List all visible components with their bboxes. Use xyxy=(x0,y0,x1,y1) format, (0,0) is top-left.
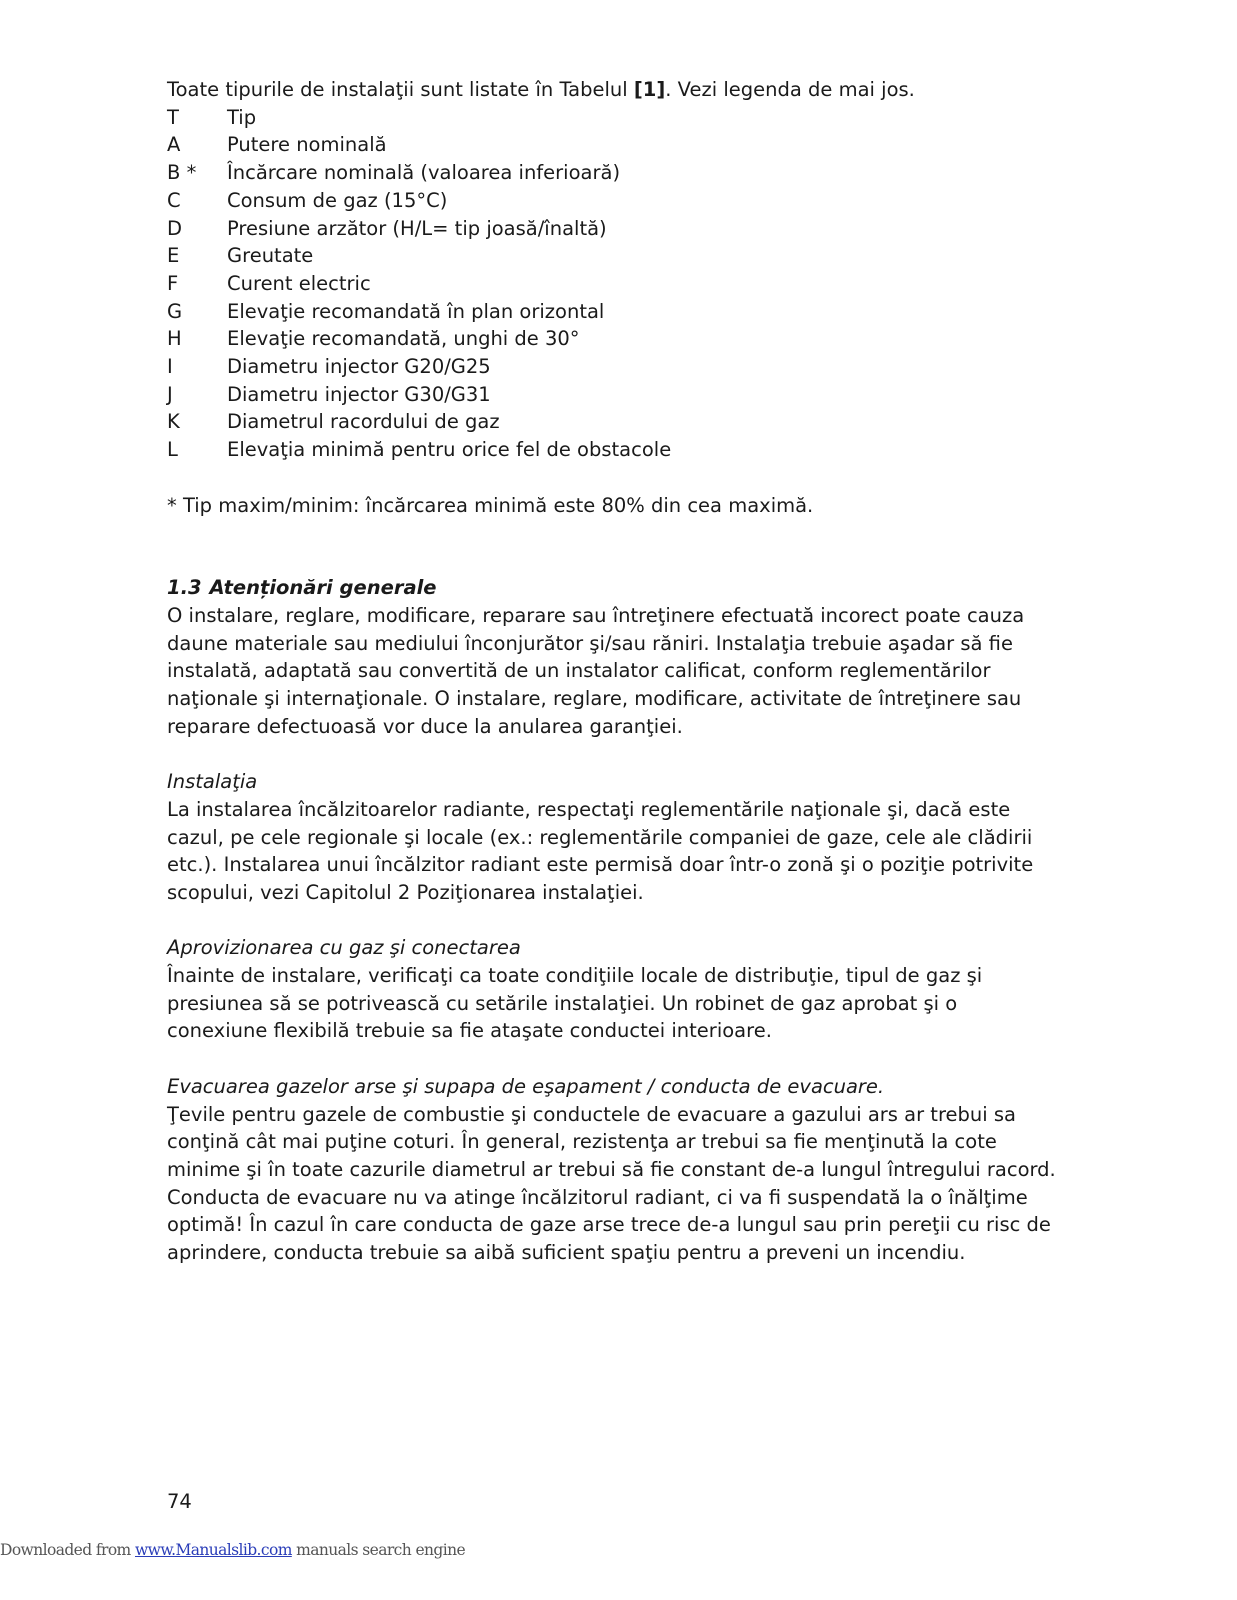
legend-key: T xyxy=(167,105,179,129)
intro-paragraph xyxy=(167,76,1057,104)
document-page xyxy=(167,76,1057,1267)
subsection-heading: Instalaţia xyxy=(167,770,258,794)
legend-key: K xyxy=(167,410,180,434)
legend-item xyxy=(167,325,1057,353)
legend-item xyxy=(167,298,1057,326)
legend-key: D xyxy=(167,216,183,240)
section-number: 1.3 xyxy=(167,576,202,600)
page-number: 74 xyxy=(167,1490,192,1513)
legend-label: Diametru injector G30/G31 xyxy=(227,382,491,406)
legend-item xyxy=(167,408,1057,436)
legend-label: Elevaţie recomandată în plan orizontal xyxy=(227,299,605,323)
legend-item xyxy=(167,353,1057,381)
legend-key: I xyxy=(167,355,173,379)
legend-label: Consum de gaz (15°C) xyxy=(227,188,448,212)
section-title: Atenționări generale xyxy=(209,576,437,600)
legend-label: Greutate xyxy=(227,244,314,268)
subsection-installation xyxy=(167,768,1057,907)
legend-key: A xyxy=(167,133,181,157)
footnote-text: * Tip maxim/minim: încărcarea minimă este 80% din cea maximă. xyxy=(167,493,814,517)
section-body: O instalare, reglare, modificare, reparare sau întreţinere efectuată incorect poate cauza daune materiale sau mediului înconjurător şi/sau răniri. Instalaţia trebuie aşadar să fie instalată, adaptată sau convertită de un instalator calificat, conform reglementărilor naţionale şi internaţionale. O instalare, reglare, modificare, activitate de întreţinere sau reparare defectuoasă vor duce la anularea garanţiei. xyxy=(167,603,1025,738)
legend-item xyxy=(167,104,1057,132)
legend-item xyxy=(167,187,1057,215)
subsection-flue-gas xyxy=(167,1073,1057,1267)
legend-label: Curent electric xyxy=(227,271,371,295)
table-reference: [1] xyxy=(633,78,666,101)
legend-item xyxy=(167,381,1057,409)
subsection-heading: Aprovizionarea cu gaz şi conectarea xyxy=(167,936,521,960)
legend-key: H xyxy=(167,327,182,351)
legend-item xyxy=(167,270,1057,298)
legend-label: Tip xyxy=(227,105,257,129)
legend-key: E xyxy=(167,244,180,268)
download-footer xyxy=(0,1541,465,1559)
legend-key: B * xyxy=(167,161,197,185)
subsection-heading: Evacuarea gazelor arse şi supapa de eşapament / conducta de evacuare. xyxy=(167,1074,885,1098)
subsection-body: Ţevile pentru gazele de combustie şi conductele de evacuare a gazului ars ar trebui sa conţină cât mai puţine coturi. În general, rezistenţa ar trebui sa fie menţinută la cote minime şi în toate cazurile diametrul ar trebui să fie constant de-a lungul întregului racord. Conducta de evacuare nu va atinge încălzitorul radiant, ci va fi suspendată la o înălţime optimă! În cazul în care conducta de gaze arse trece de-a lungul sau prin pereţii cu risc de aprindere, conducta trebuie sa aibă suficient spaţiu pentru a preveni un incendiu. xyxy=(167,1102,1056,1265)
intro-text-after: . Vezi legenda de mai jos. xyxy=(665,78,915,101)
intro-text-before: Toate tipurile de instalaţii sunt listate în Tabelul xyxy=(167,78,634,101)
legend-key: J xyxy=(167,382,173,406)
legend-item xyxy=(167,436,1057,464)
legend-list xyxy=(167,104,1057,464)
legend-key: C xyxy=(167,188,181,212)
legend-item xyxy=(167,131,1057,159)
manualslib-link[interactable]: www.Manualslib.com xyxy=(135,1541,292,1559)
legend-item xyxy=(167,215,1057,243)
legend-key: G xyxy=(167,299,183,323)
section-general-warnings xyxy=(167,574,1057,740)
legend-label: Încărcare nominală (valoarea inferioară) xyxy=(227,161,621,185)
legend-item xyxy=(167,159,1057,187)
section-heading xyxy=(167,574,1057,602)
footer-prefix: Downloaded from xyxy=(0,1541,135,1559)
legend-key: L xyxy=(167,438,178,462)
subsection-body: Înainte de instalare, verificaţi ca toate condiţiile locale de distribuţie, tipul de gaz şi presiunea să se potrivească cu setările instalaţiei. Un robinet de gaz aprobat şi o conexiune flexibilă trebuie sa fie ataşate conductei interioare. xyxy=(167,964,983,1043)
legend-label: Diametru injector G20/G25 xyxy=(227,355,491,379)
legend-label: Elevaţie recomandată, unghi de 30° xyxy=(227,327,580,351)
legend-label: Diametrul racordului de gaz xyxy=(227,410,500,434)
legend-label: Putere nominală xyxy=(227,133,387,157)
legend-item xyxy=(167,242,1057,270)
legend-key: F xyxy=(167,271,179,295)
subsection-gas-supply xyxy=(167,934,1057,1045)
footer-suffix: manuals search engine xyxy=(291,1541,466,1559)
subsection-body: La instalarea încălzitoarelor radiante, respectaţi reglementările naţionale şi, dacă este cazul, pe cele regionale şi locale (ex.: reglementările companiei de gaze, cele ale clădirii etc.). Instalarea unui încălzitor radiant este permisă doar într-o zonă şi o poziţie potrivite scopului, vezi Capitolul 2 Poziţionarea instalaţiei. xyxy=(167,797,1034,904)
legend-label: Presiune arzător (H/L= tip joasă/înaltă) xyxy=(227,216,607,240)
legend-label: Elevaţia minimă pentru orice fel de obstacole xyxy=(227,438,672,462)
